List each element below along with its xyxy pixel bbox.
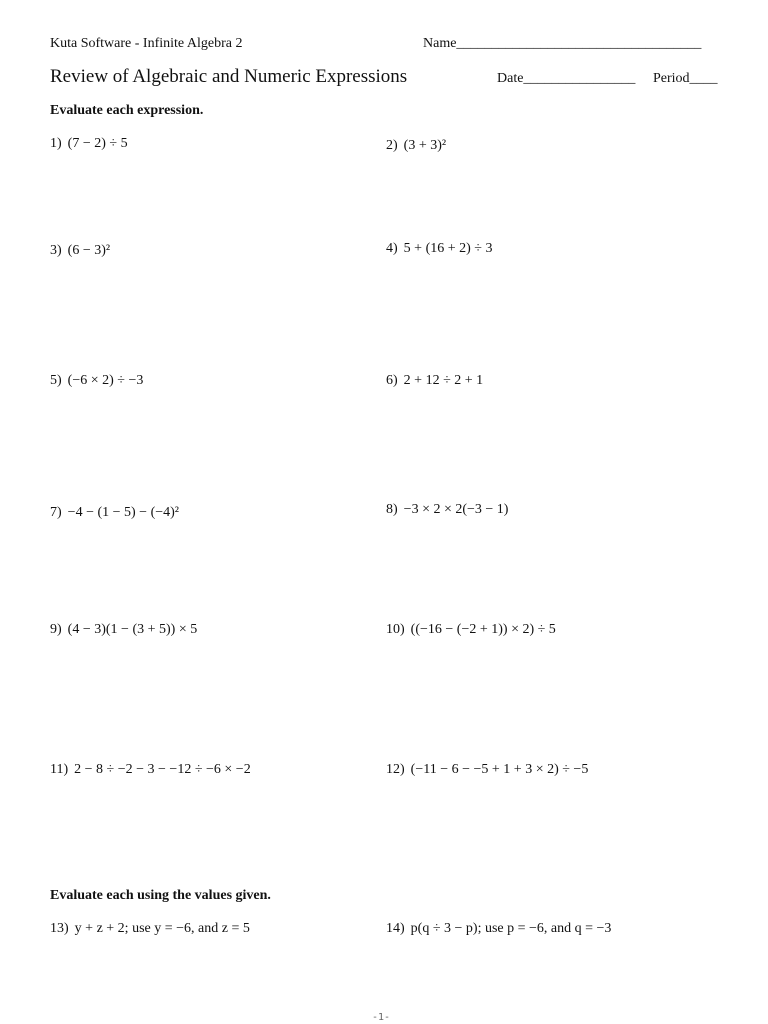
problem-5 [50,373,143,389]
problem-expression: (−6 × 2) ÷ −3 [67,373,144,388]
problem-number: 3) [50,243,62,258]
problem-number: 2) [386,138,398,153]
problem-number: 1) [50,136,62,151]
problem-6 [386,373,483,389]
problem-11 [50,762,251,778]
software-label: Kuta Software - Infinite Algebra 2 [50,36,243,51]
problem-number: 13) [50,921,69,936]
problem-expression: ((−16 − (−2 + 1)) × 2) ÷ 5 [410,622,556,637]
problem-expression: p(q ÷ 3 − p); use p = −6, and q = −3 [410,921,612,936]
name-field[interactable]: Name___________________________________ [423,36,702,51]
problem-1 [50,136,128,152]
problem-expression: (6 − 3)² [67,243,111,258]
problem-number: 8) [386,502,398,517]
problem-3 [50,243,110,259]
problem-number: 6) [386,373,398,388]
date-field[interactable]: Date________________ [497,71,636,86]
problem-number: 9) [50,622,62,637]
problem-7 [50,505,179,521]
problem-number: 7) [50,505,62,520]
page-title: Review of Algebraic and Numeric Expressions [50,66,408,87]
problem-13 [50,921,250,937]
problem-2 [386,138,446,154]
section-instruction: Evaluate each expression. [50,103,204,118]
problem-expression: 2 + 12 ÷ 2 + 1 [403,373,484,388]
problem-number: 4) [386,241,398,256]
page-number: -1- [372,1012,391,1023]
problem-9 [50,622,197,638]
problem-expression: (4 − 3)(1 − (3 + 5)) × 5 [67,622,198,637]
problem-number: 11) [50,762,69,777]
problem-10 [386,622,556,638]
period-field[interactable]: Period____ [653,71,718,86]
problem-expression: 2 − 8 ÷ −2 − 3 − −12 ÷ −6 × −2 [74,762,251,777]
problem-expression: (−11 − 6 − −5 + 1 + 3 × 2) ÷ −5 [410,762,589,777]
problem-expression: −4 − (1 − 5) − (−4)² [67,505,179,520]
problem-number: 5) [50,373,62,388]
section-instruction: Evaluate each using the values given. [50,888,271,903]
problem-4 [386,241,492,257]
problem-8 [386,502,508,518]
problem-expression: 5 + (16 + 2) ÷ 3 [403,241,493,256]
problem-14 [386,921,611,937]
problem-expression: y + z + 2; use y = −6, and z = 5 [74,921,250,936]
problem-number: 14) [386,921,405,936]
problem-expression: (7 − 2) ÷ 5 [67,136,128,151]
problem-number: 12) [386,762,405,777]
problem-number: 10) [386,622,405,637]
problem-expression: −3 × 2 × 2(−3 − 1) [403,502,509,517]
problem-12 [386,762,588,778]
problem-expression: (3 + 3)² [403,138,447,153]
